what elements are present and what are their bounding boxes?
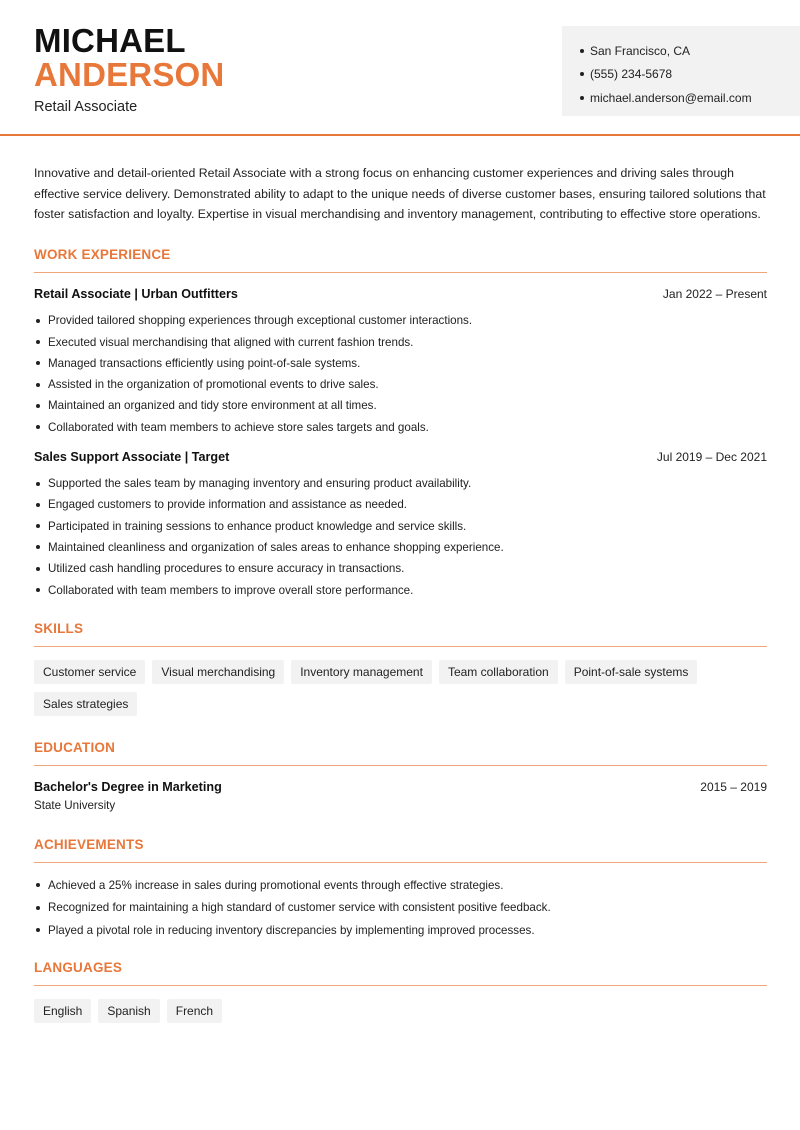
bullet-text: Maintained cleanliness and organization of sales areas to enhance shopping experience. xyxy=(48,540,504,554)
bullet-text: Achieved a 25% increase in sales during promotional events through effective strategies. xyxy=(48,878,504,892)
achievements-section xyxy=(34,837,767,942)
job-entry xyxy=(34,450,767,601)
list-item xyxy=(34,395,767,416)
section-title-education: EDUCATION xyxy=(34,740,767,766)
school-name: State University xyxy=(34,798,116,812)
contact-email-text: michael.anderson@email.com xyxy=(590,90,752,105)
job-title: Sales Support Associate | Target xyxy=(34,449,230,464)
list-item xyxy=(34,874,767,897)
list-item xyxy=(34,537,767,558)
list-item xyxy=(34,473,767,494)
bullet-icon xyxy=(36,361,40,365)
bullet-text: Played a pivotal role in reducing inventory discrepancies by implementing improved processes. xyxy=(48,923,535,937)
skills-section xyxy=(34,621,767,724)
skill-chip: Visual merchandising xyxy=(152,660,284,684)
first-name: MICHAEL xyxy=(34,22,186,59)
bullet-icon xyxy=(36,425,40,429)
bullet-icon xyxy=(36,319,40,323)
bullet-icon xyxy=(36,906,40,910)
list-item xyxy=(34,919,767,942)
candidate-name xyxy=(34,24,224,92)
job-bullets xyxy=(34,310,767,438)
contact-phone xyxy=(580,63,800,87)
job-title: Retail Associate | Urban Outfitters xyxy=(34,287,238,302)
professional-summary: Innovative and detail-oriented Retail Associate with a strong focus on enhancing customer experiences and driving sales through effective service delivery. Demonstrated ability to adapt to the unique needs of diverse customer bases, ensuring tailored solutions that foster satisfaction and loyalty. Expertise in visual merchandising and inventory management, contributing to effective store operations. xyxy=(34,166,766,222)
list-item xyxy=(34,896,767,919)
bullet-text: Executed visual merchandising that aligned with current fashion trends. xyxy=(48,335,414,349)
degree-title: Bachelor's Degree in Marketing xyxy=(34,779,222,794)
language-chip: French xyxy=(167,999,222,1023)
bullet-text: Managed transactions efficiently using point-of-sale systems. xyxy=(48,356,361,370)
bullet-text: Provided tailored shopping experiences through exceptional customer interactions. xyxy=(48,314,473,328)
contact-phone-text: (555) 234-5678 xyxy=(590,67,673,82)
list-item xyxy=(34,374,767,395)
last-name: ANDERSON xyxy=(34,56,225,93)
list-item xyxy=(34,494,767,515)
job-title: Retail Associate xyxy=(34,99,138,115)
bullet-icon xyxy=(36,588,40,592)
contact-location xyxy=(580,39,800,63)
skill-chip: Customer service xyxy=(34,660,145,684)
bullet-text: Collaborated with team members to achieve store sales targets and goals. xyxy=(48,420,429,434)
bullet-text: Participated in training sessions to enhance product knowledge and service skills. xyxy=(48,519,467,533)
list-item xyxy=(34,353,767,374)
resume-header xyxy=(0,0,800,136)
bullet-text: Assisted in the organization of promotional events to drive sales. xyxy=(48,378,379,392)
education-date: 2015 – 2019 xyxy=(700,779,767,794)
bullet-text: Utilized cash handling procedures to ensure accuracy in transactions. xyxy=(48,562,405,576)
bullet-text: Engaged customers to provide information and assistance as needed. xyxy=(48,498,407,512)
job-bullets xyxy=(34,473,767,601)
education-header xyxy=(34,780,767,794)
list-item xyxy=(34,515,767,536)
list-item xyxy=(34,558,767,579)
work-experience-section xyxy=(34,247,767,601)
contact-box xyxy=(562,26,800,116)
languages-section xyxy=(34,960,767,1031)
section-title-languages: LANGUAGES xyxy=(34,960,767,986)
section-title-skills: SKILLS xyxy=(34,621,767,647)
education-section xyxy=(34,740,767,812)
job-header xyxy=(34,287,767,301)
bullet-icon xyxy=(580,49,584,53)
skills-chips xyxy=(34,660,767,724)
languages-chips xyxy=(34,999,767,1031)
list-item xyxy=(34,417,767,438)
section-title-achievements: ACHIEVEMENTS xyxy=(34,837,767,863)
language-chip: English xyxy=(34,999,91,1023)
job-header xyxy=(34,450,767,464)
bullet-icon xyxy=(580,72,584,76)
list-item xyxy=(34,331,767,352)
bullet-text: Recognized for maintaining a high standard of customer service with consistent positive feedback. xyxy=(48,901,551,915)
bullet-text: Collaborated with team members to improve overall store performance. xyxy=(48,583,414,597)
skill-chip: Point-of-sale systems xyxy=(565,660,698,684)
bullet-icon xyxy=(36,928,40,932)
contact-email xyxy=(580,86,800,110)
list-item xyxy=(34,310,767,331)
bullet-icon xyxy=(36,545,40,549)
bullet-icon xyxy=(36,503,40,507)
list-item xyxy=(34,579,767,600)
section-title-work-experience: WORK EXPERIENCE xyxy=(34,247,767,273)
language-chip: Spanish xyxy=(98,999,159,1023)
bullet-icon xyxy=(36,567,40,571)
resume-body xyxy=(34,163,767,1031)
bullet-icon xyxy=(36,404,40,408)
bullet-icon xyxy=(36,383,40,387)
bullet-icon xyxy=(36,524,40,528)
bullet-icon xyxy=(36,340,40,344)
bullet-icon xyxy=(36,482,40,486)
job-entry xyxy=(34,287,767,438)
contact-location-text: San Francisco, CA xyxy=(590,43,691,58)
job-date: Jan 2022 – Present xyxy=(662,287,767,302)
skill-chip: Sales strategies xyxy=(34,692,137,716)
skill-chip: Inventory management xyxy=(291,660,432,684)
achievements-list xyxy=(34,874,767,942)
bullet-icon xyxy=(36,883,40,887)
skill-chip: Team collaboration xyxy=(439,660,558,684)
bullet-icon xyxy=(580,96,584,100)
bullet-text: Supported the sales team by managing inventory and ensuring product availability. xyxy=(48,477,472,491)
job-date: Jul 2019 – Dec 2021 xyxy=(656,449,767,464)
bullet-text: Maintained an organized and tidy store environment at all times. xyxy=(48,399,377,413)
